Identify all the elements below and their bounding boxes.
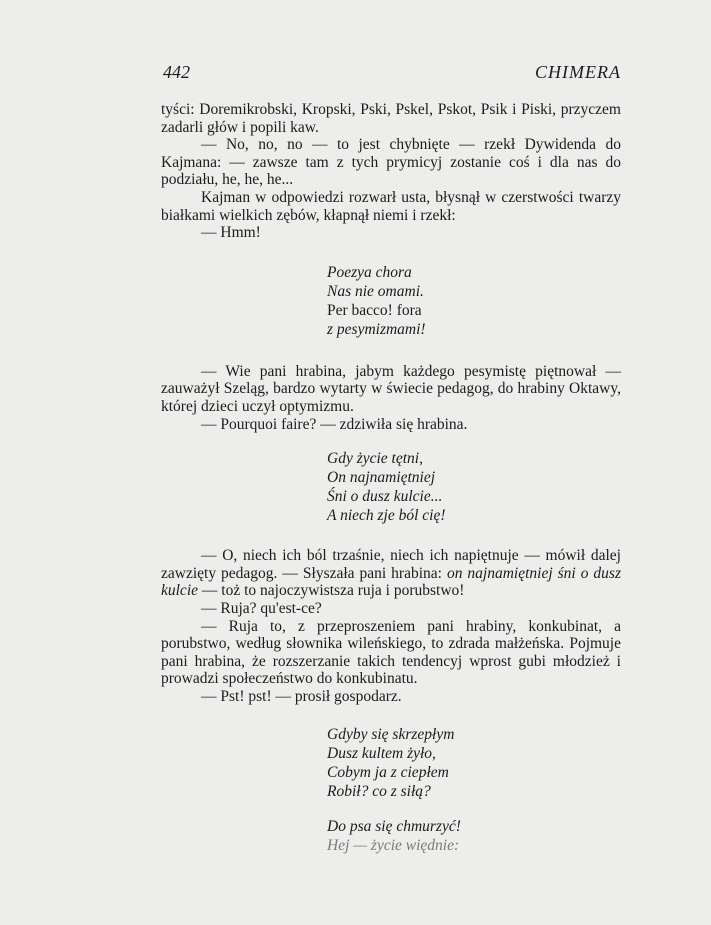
poem-line: Śni o dusz kulcie...	[327, 488, 443, 506]
running-title: CHIMERA	[535, 62, 621, 82]
paragraph: tyści: Doremikrobski, Kropski, Pski, Pskel, Pskot, Psik i Piski, przyczem zadarli głów i popili kaw.	[161, 101, 621, 136]
paragraph: Kajman w odpowiedzi rozwarł usta, błysnął w czerstwości twarzy białkami wielkich zębów, kłapnął niemi i rzekł:	[161, 188, 621, 224]
paragraph-text: — toż to najoczywistsza ruja i porubstwo!	[201, 582, 465, 600]
poem-line: Poezya chora	[327, 263, 412, 281]
paragraph	[161, 547, 621, 600]
italic-quote: on najnamiętniej śni o dusz kulcie	[161, 564, 621, 600]
poem-line: A niech zje ból cię!	[327, 507, 446, 525]
poem-line: Cobym ja z ciepłem	[327, 764, 449, 782]
poem-line: Hej — życie więdnie:	[327, 837, 460, 855]
poem-line: z pesymizmami!	[327, 320, 426, 338]
page-header	[163, 62, 621, 86]
poem-line: Nas nie omami.	[327, 282, 424, 300]
paragraph: — Pst! pst! — prosił gospodarz.	[201, 687, 402, 705]
paragraph: — Ruja? qu'est-ce?	[201, 599, 322, 617]
paragraph: — Hmm!	[201, 224, 261, 242]
paragraph-text: — O, niech ich ból trzaśnie, niech ich napiętnuje — mówił dalej zawzięty pedagog. — Słyszała pani hrabina:	[161, 547, 621, 582]
poem-line: On najnamiętniej	[327, 469, 436, 487]
poem-stanza	[327, 817, 621, 855]
paragraph: — Pourquoi faire? — zdziwiła się hrabina.	[201, 415, 468, 433]
poem-line: Dusz kultem żyło,	[327, 745, 436, 763]
paragraph: — Wie pani hrabina, jabym każdego pesymistę piętnował — zauważył Szeląg, bardzo wytarty w świecie pedagog, do hrabiny Oktawy, której dzieci uczył optymizmu.	[161, 362, 621, 415]
paragraph: — Ruja to, z przeproszeniem pani hrabiny, konkubinat, a porubstwo, według słownika wileńskiego, to zdrada małżeńska. Pojmuje pani hrabina, że rozszerzanie takich tendencyj wprost gubi młodzież i prowadzi społeczeństwo do konkubinatu.	[161, 617, 621, 688]
page-body	[161, 101, 621, 855]
poem-line: Gdyby się skrzepłym	[327, 726, 455, 744]
poem-stanza	[327, 263, 621, 339]
poem-line: Do psa się chmurzyć!	[327, 818, 461, 836]
poem-line: Gdy życie tętni,	[327, 450, 423, 468]
page-number: 442	[163, 62, 190, 82]
poem-line: Per bacco! fora	[327, 301, 422, 319]
poem-stanza	[327, 449, 621, 525]
poem-stanza	[327, 725, 621, 801]
poem-line: Robił? co z siłą?	[327, 783, 431, 801]
paragraph: — No, no, no — to jest chybnięte — rzekł Dywidenda do Kajmana: — zawsze tam z tych prymicyj zostanie coś i dla nas do podziału, he, he, he...	[161, 136, 621, 189]
